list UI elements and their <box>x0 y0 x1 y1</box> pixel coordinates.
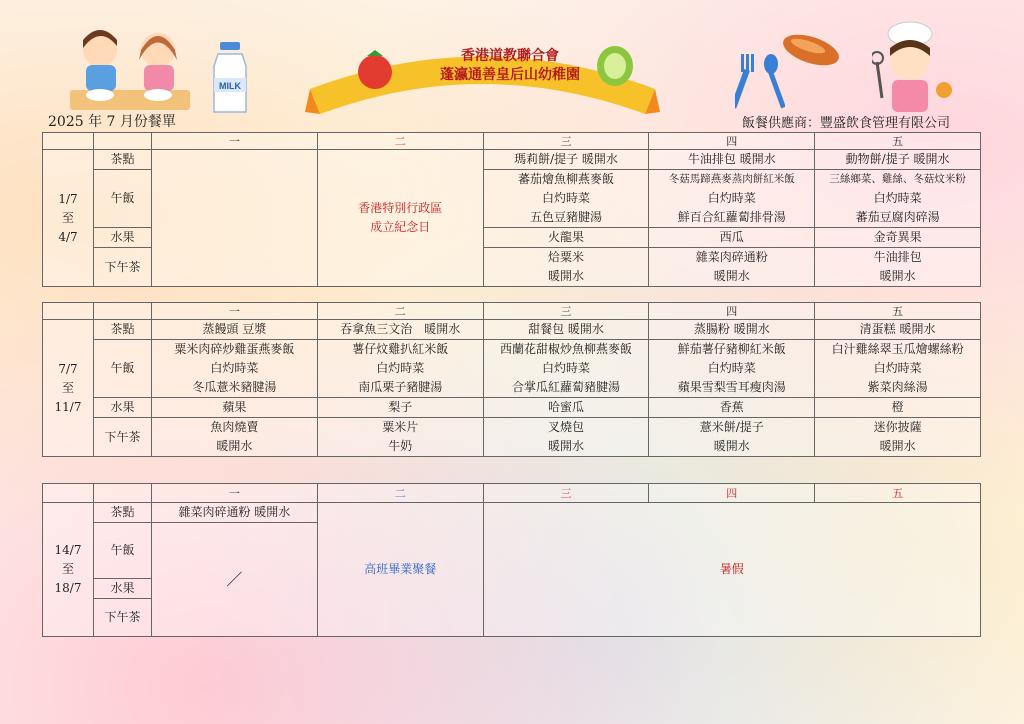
row-label-lunch: 午飯 <box>94 523 152 579</box>
week2-mon-lunch: 粟米肉碎炒雞蛋燕麥飯 白灼時菜 冬瓜薏米豬腱湯 <box>152 340 318 398</box>
week1-menu-table <box>42 132 981 287</box>
day-header-tue: 二 <box>317 303 483 320</box>
week2-fri-lunch: 白汁雞絲翠玉瓜燴螺絲粉 白灼時菜 紫菜肉絲湯 <box>815 340 981 398</box>
chef-girl-illustration <box>872 20 957 115</box>
week2-mon-snack: 蒸饅頭 豆漿 <box>152 320 318 340</box>
day-header-fri: 五 <box>815 133 981 150</box>
week3-mon-slash: ／ <box>152 523 318 637</box>
week2-fri-tea: 迷你披薩 暖開水 <box>815 418 981 457</box>
week2-mon-tea: 魚肉燒賣 暖開水 <box>152 418 318 457</box>
week3-date-range: 14/7 至 18/7 <box>43 503 94 637</box>
day-header-wed: 三 <box>483 303 649 320</box>
row-label-snack: 茶點 <box>94 150 152 170</box>
day-header-thu: 四 <box>649 133 815 150</box>
week3-summer-holiday: 暑假 <box>483 503 980 637</box>
week3-menu-table <box>42 483 981 637</box>
week1-wed-fruit: 火龍果 <box>483 228 649 248</box>
milk-label: MILK <box>219 81 241 91</box>
supplier-name: 飯餐供應商：豐盛飲食管理有限公司 <box>742 116 951 131</box>
menu-month-title: 2025 年 7 月份餐單 <box>48 114 176 130</box>
day-header-thu: 四 <box>649 303 815 320</box>
day-header-wed: 三 <box>483 133 649 150</box>
week2-tue-lunch: 薯仔炆雞扒紅米飯 白灼時菜 南瓜栗子豬腱湯 <box>317 340 483 398</box>
week2-wed-lunch: 西蘭花甜椒炒魚柳燕麥飯 白灼時菜 合掌瓜紅蘿蔔豬腱湯 <box>483 340 649 398</box>
week1-wed-lunch: 蕃茄燴魚柳燕麥飯 白灼時菜 五色豆豬腱湯 <box>483 170 649 228</box>
fork-spoon-icon <box>735 50 785 110</box>
week2-mon-fruit: 蘋果 <box>152 398 318 418</box>
day-header-mon: 一 <box>152 484 318 503</box>
week1-fri-snack: 動物餅/提子 暖開水 <box>815 150 981 170</box>
week1-fri-tea: 牛油排包 暖開水 <box>815 248 981 287</box>
week2-date-range: 7/7 至 11/7 <box>43 320 94 457</box>
week1-fri-fruit: 金奇異果 <box>815 228 981 248</box>
week2-thu-fruit: 香蕉 <box>649 398 815 418</box>
week1-thu-lunch: 冬菇馬蹄燕麥蒸肉餅紅米飯 白灼時菜 鮮百合紅蘿蔔排骨湯 <box>649 170 815 228</box>
day-header-thu: 四 <box>649 484 815 503</box>
bread-icon <box>780 28 842 70</box>
week1-holiday-note: 香港特別行政區 成立紀念日 <box>317 150 483 287</box>
row-label-lunch: 午飯 <box>94 340 152 398</box>
week1-thu-tea: 雜菜肉碎通粉 暖開水 <box>649 248 815 287</box>
week2-wed-tea: 叉燒包 暖開水 <box>483 418 649 457</box>
day-header-fri: 五 <box>815 484 981 503</box>
week2-menu-table <box>42 302 981 457</box>
week2-thu-tea: 薏米餅/提子 暖開水 <box>649 418 815 457</box>
day-header-mon: 一 <box>152 133 318 150</box>
day-header-tue: 二 <box>317 133 483 150</box>
row-label-tea: 下午茶 <box>94 248 152 287</box>
row-label-fruit: 水果 <box>94 398 152 418</box>
week1-mon-empty <box>152 150 318 287</box>
organization-title: 香港道教聯合會 <box>461 48 559 64</box>
week2-wed-snack: 甜餐包 暖開水 <box>483 320 649 340</box>
week1-wed-snack: 瑪莉餅/提子 暖開水 <box>483 150 649 170</box>
week1-wed-tea: 烚粟米 暖開水 <box>483 248 649 287</box>
day-header-fri: 五 <box>815 303 981 320</box>
week2-tue-fruit: 梨子 <box>317 398 483 418</box>
row-label-fruit: 水果 <box>94 228 152 248</box>
row-label-tea: 下午茶 <box>94 418 152 457</box>
children-eating-illustration <box>70 20 190 115</box>
row-label-tea: 下午茶 <box>94 599 152 637</box>
row-label-snack: 茶點 <box>94 503 152 523</box>
day-header-tue: 二 <box>317 484 483 503</box>
day-header-wed: 三 <box>483 484 649 503</box>
week2-fri-snack: 清蛋糕 暖開水 <box>815 320 981 340</box>
week2-thu-snack: 蒸腸粉 暖開水 <box>649 320 815 340</box>
row-label-fruit: 水果 <box>94 579 152 599</box>
week2-thu-lunch: 鮮茄薯仔豬柳紅米飯 白灼時菜 蘋果雪梨雪耳瘦肉湯 <box>649 340 815 398</box>
week1-fri-lunch: 三絲鄉菜、雞絲、冬菇炆米粉 白灼時菜 蕃茄豆腐肉碎湯 <box>815 170 981 228</box>
week2-fri-fruit: 橙 <box>815 398 981 418</box>
week2-tue-tea: 粟米片 牛奶 <box>317 418 483 457</box>
week2-tue-snack: 吞拿魚三文治 暖開水 <box>317 320 483 340</box>
week1-thu-fruit: 西瓜 <box>649 228 815 248</box>
week2-wed-fruit: 哈蜜瓜 <box>483 398 649 418</box>
milk-bottle-icon <box>210 40 250 115</box>
week3-mon-snack: 雜菜肉碎通粉 暖開水 <box>152 503 318 523</box>
school-title: 蓬瀛通善皇后山幼稚園 <box>440 67 580 83</box>
week1-thu-snack: 牛油排包 暖開水 <box>649 150 815 170</box>
day-header-mon: 一 <box>152 303 318 320</box>
week3-graduation-event: 高班畢業聚餐 <box>317 503 483 637</box>
row-label-lunch: 午飯 <box>94 170 152 228</box>
week1-date-range: 1/7 至 4/7 <box>43 150 94 287</box>
row-label-snack: 茶點 <box>94 320 152 340</box>
